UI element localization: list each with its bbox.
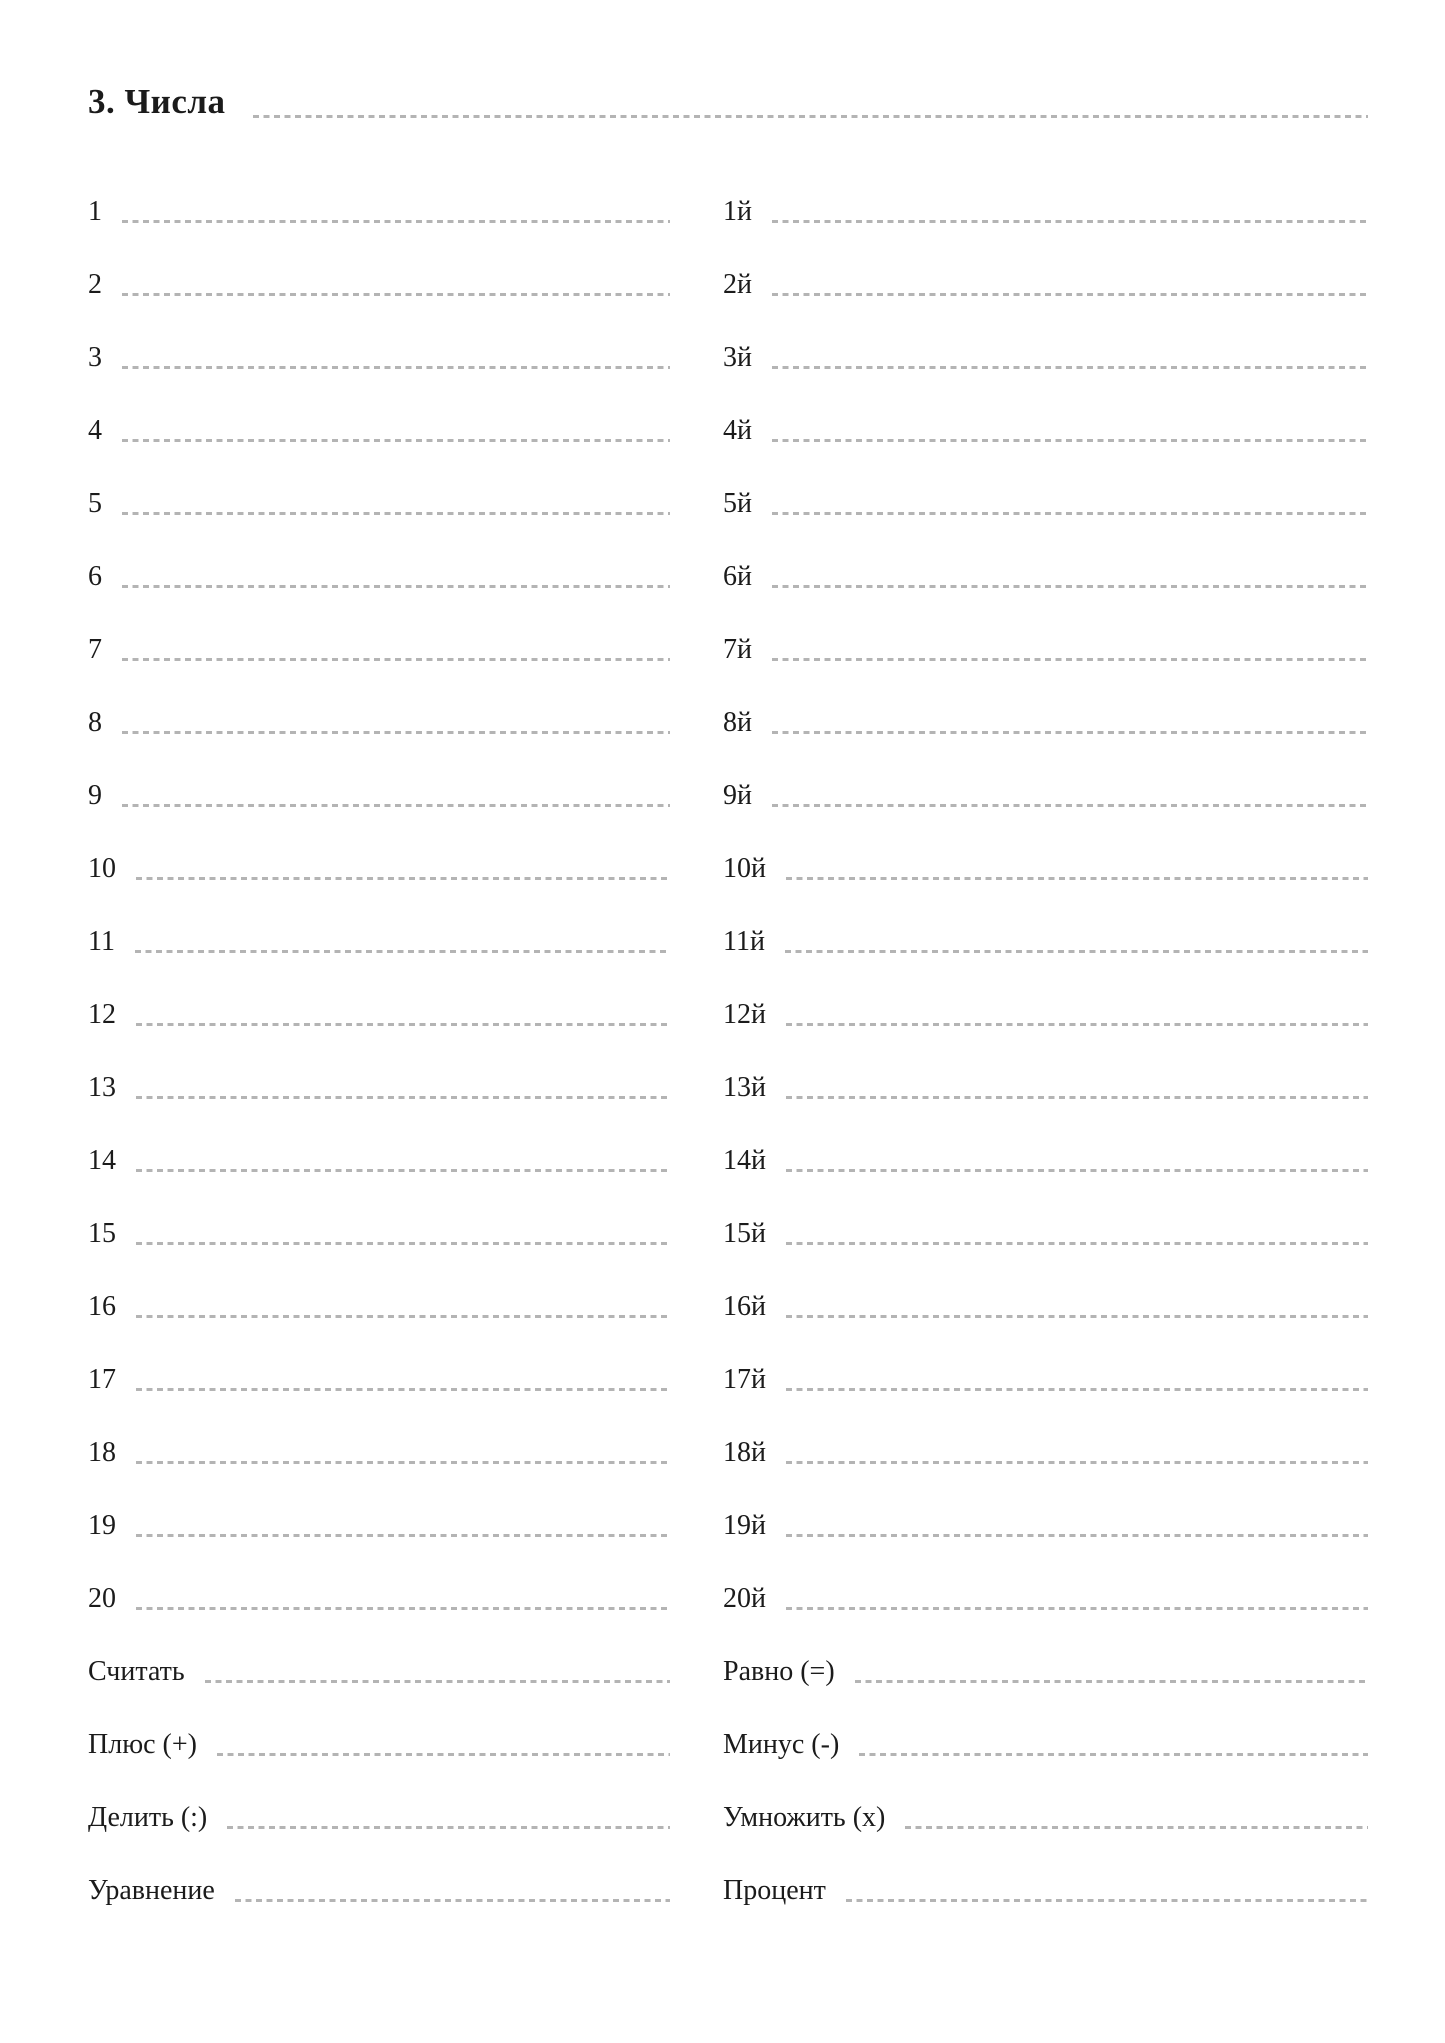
worksheet-row [723,1321,1368,1394]
worksheet-row [88,299,670,372]
row-label: Равно (=) [723,1656,835,1687]
worksheet-row [723,1467,1368,1540]
row-label: 20 [88,1583,116,1614]
worksheet-row [88,591,670,664]
fill-in-blank-line [786,1607,1368,1610]
row-label: 11 [88,926,115,957]
worksheet-row [88,956,670,1029]
fill-in-blank-line [772,658,1368,661]
row-label: Делить (:) [88,1802,208,1833]
row-label: 10 [88,853,116,884]
worksheet-row [723,445,1368,518]
row-label: 12й [723,999,766,1030]
worksheet-row [88,226,670,299]
row-label: 1й [723,196,752,227]
fill-in-blank-line [786,1242,1368,1245]
fill-in-blank-line [136,1388,670,1391]
worksheet-row [88,664,670,737]
row-label: Минус (-) [723,1729,840,1760]
fill-in-blank-line [136,1607,670,1610]
fill-in-blank-line [786,877,1368,880]
worksheet-row [88,1832,670,1905]
fill-in-blank-line [135,950,670,953]
row-label: 17 [88,1364,116,1395]
fill-in-blank-line [786,1388,1368,1391]
worksheet-row [88,372,670,445]
worksheet-row [723,1832,1368,1905]
worksheet-row [88,883,670,956]
row-label: 5 [88,488,102,519]
fill-in-blank-line [772,220,1368,223]
worksheet-row [88,1175,670,1248]
row-label: 14 [88,1145,116,1176]
fill-in-blank-line [136,1315,670,1318]
page-header [88,0,1368,119]
fill-in-blank-line [136,1242,670,1245]
fill-in-blank-line [772,731,1368,734]
fill-in-blank-line [122,804,670,807]
worksheet-row [723,1394,1368,1467]
fill-in-blank-line [122,658,670,661]
fill-in-blank-line [772,366,1368,369]
fill-in-blank-line [122,293,670,296]
worksheet-row [723,1175,1368,1248]
row-label: 2й [723,269,752,300]
page-title: 3. Числа [88,82,226,121]
row-label: 3 [88,342,102,373]
row-label: 5й [723,488,752,519]
fill-in-blank-line [786,1169,1368,1172]
row-label: Умножить (x) [723,1802,886,1833]
fill-in-blank-line [122,439,670,442]
worksheet-row [88,1394,670,1467]
row-label: 19й [723,1510,766,1541]
fill-in-blank-line [122,366,670,369]
worksheet-row [88,1759,670,1832]
fill-in-blank-line [786,1534,1368,1537]
row-label: 19 [88,1510,116,1541]
worksheet-row [723,153,1368,226]
worksheet-row [88,1248,670,1321]
row-label: 8й [723,707,752,738]
row-label: 1 [88,196,102,227]
fill-in-blank-line [136,1169,670,1172]
fill-in-blank-line [122,585,670,588]
row-label: 18й [723,1437,766,1468]
worksheet-row [723,1759,1368,1832]
worksheet-row [723,1686,1368,1759]
fill-in-blank-line [122,512,670,515]
worksheet-row [723,226,1368,299]
row-label: 8 [88,707,102,738]
fill-in-blank-line [136,877,670,880]
row-label: 13 [88,1072,116,1103]
worksheet-row [88,1467,670,1540]
fill-in-blank-line [772,293,1368,296]
fill-in-blank-line [227,1826,670,1829]
worksheet-row [723,591,1368,664]
worksheet-row [723,956,1368,1029]
worksheet-row [88,1102,670,1175]
row-label: 4 [88,415,102,446]
row-label: 18 [88,1437,116,1468]
row-label: 16й [723,1291,766,1322]
fill-in-blank-line [786,1096,1368,1099]
fill-in-blank-line [772,512,1368,515]
worksheet-row [723,372,1368,445]
row-label: 17й [723,1364,766,1395]
row-label: Считать [88,1656,185,1687]
worksheet-row [723,1613,1368,1686]
fill-in-blank-line [205,1680,670,1683]
row-label: 9й [723,780,752,811]
row-label: 6 [88,561,102,592]
row-label: Уравнение [88,1875,215,1906]
row-label: 20й [723,1583,766,1614]
worksheet-grid [88,153,1368,1905]
fill-in-blank-line [136,1023,670,1026]
worksheet-row [88,1686,670,1759]
row-label: 3й [723,342,752,373]
fill-in-blank-line [846,1899,1368,1902]
worksheet-row [88,1540,670,1613]
worksheet-row [88,445,670,518]
fill-in-blank-line [217,1753,670,1756]
fill-in-blank-line [136,1534,670,1537]
fill-in-blank-line [786,1023,1368,1026]
fill-in-blank-line [859,1753,1368,1756]
worksheet-row [723,883,1368,956]
fill-in-blank-line [772,439,1368,442]
worksheet-row [723,1102,1368,1175]
worksheet-row [723,1029,1368,1102]
fill-in-blank-line [122,220,670,223]
fill-in-blank-line [786,1461,1368,1464]
row-label: 15 [88,1218,116,1249]
worksheet-row [88,153,670,226]
fill-in-blank-line [855,1680,1368,1683]
worksheet-row [88,810,670,883]
row-label: 15й [723,1218,766,1249]
row-label: 7й [723,634,752,665]
title-ruled-line [253,115,1368,118]
worksheet-row [723,1540,1368,1613]
row-label: 13й [723,1072,766,1103]
worksheet-row [723,1248,1368,1321]
worksheet-row [88,1613,670,1686]
row-label: 16 [88,1291,116,1322]
fill-in-blank-line [235,1899,670,1902]
worksheet-row [723,737,1368,810]
worksheet-row [88,1029,670,1102]
row-label: 11й [723,926,765,957]
row-label: Процент [723,1875,826,1906]
fill-in-blank-line [786,1315,1368,1318]
row-label: 10й [723,853,766,884]
fill-in-blank-line [136,1461,670,1464]
worksheet-row [723,299,1368,372]
worksheet-row [723,518,1368,591]
fill-in-blank-line [772,804,1368,807]
fill-in-blank-line [122,731,670,734]
worksheet-row [88,1321,670,1394]
row-label: 2 [88,269,102,300]
row-label: 14й [723,1145,766,1176]
worksheet-row [723,810,1368,883]
worksheet-row [88,737,670,810]
row-label: 7 [88,634,102,665]
left-column [88,153,670,1905]
right-column [723,153,1368,1905]
worksheet-row [723,664,1368,737]
row-label: 6й [723,561,752,592]
row-label: 4й [723,415,752,446]
worksheet-row [88,518,670,591]
row-label: 12 [88,999,116,1030]
fill-in-blank-line [136,1096,670,1099]
fill-in-blank-line [905,1826,1368,1829]
fill-in-blank-line [772,585,1368,588]
fill-in-blank-line [785,950,1368,953]
row-label: 9 [88,780,102,811]
row-label: Плюс (+) [88,1729,197,1760]
